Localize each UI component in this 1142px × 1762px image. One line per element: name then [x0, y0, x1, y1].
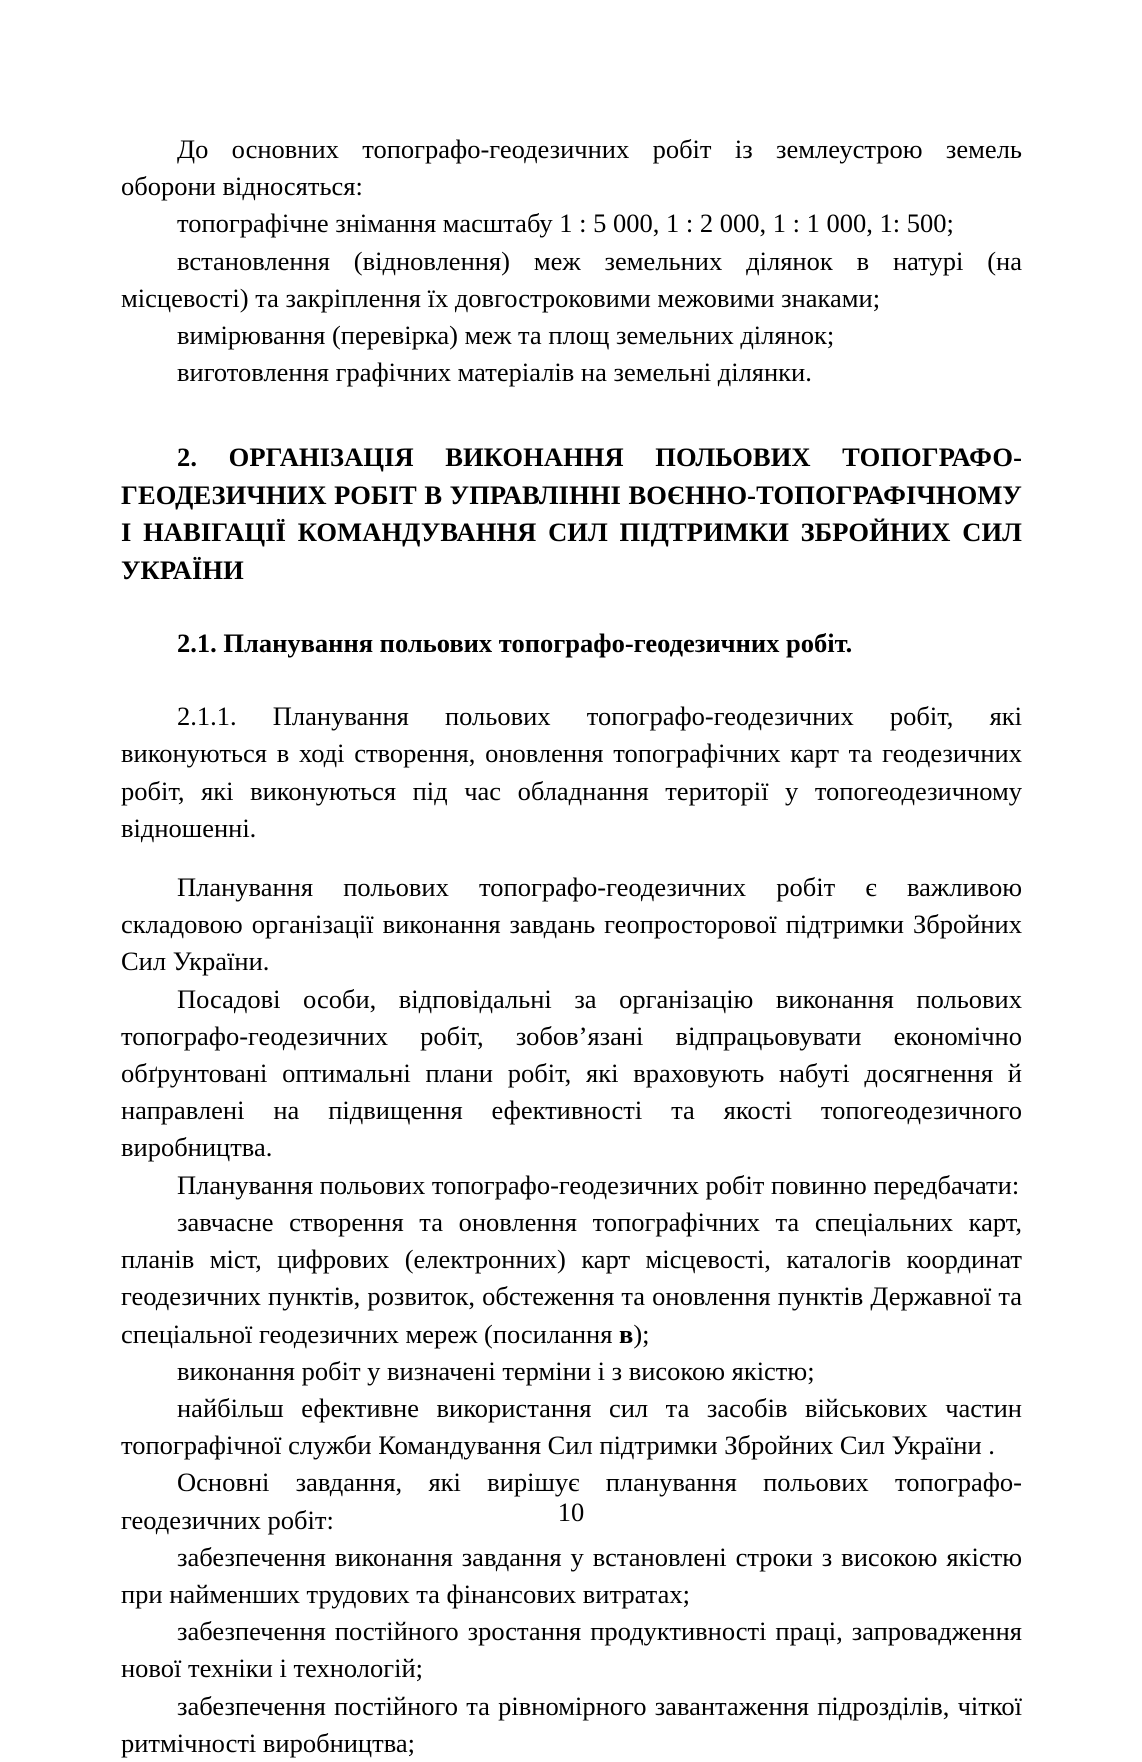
- paragraph-planning-must-provide: Планування польових топографо-геодезичних робіт повинно передбачати:: [177, 1169, 1020, 1200]
- spacer-after-section-heading: [121, 589, 1022, 625]
- task-item-deadlines-cost: забезпечення виконання завдання у встановлені строки з високою якістю при найменших трудових та фінансових витратах;: [121, 1541, 1022, 1609]
- provision-item-advance-creation: [121, 1204, 1022, 1353]
- provision-item-effective-use-of-forces: найбільш ефективне використання сил та засобів військових частин топографічної служби Командування Сил підтримки Збройних Сил України .: [121, 1392, 1022, 1461]
- paragraph-intro-lead: До основних топографо-геодезичних робіт із землеустрою земель оборони відносяться:: [121, 134, 1022, 202]
- section-heading-2: 2. ОРГАНІЗАЦІЯ ВИКОНАННЯ ПОЛЬОВИХ ТОПОГРАФО-ГЕОДЕЗИЧНИХ РОБІТ В УПРАВЛІННІ ВОЄННО-ТОПОГРАФІЧНОМУ І НАВІГАЦІЇ КОМАНДУВАННЯ СИЛ ПІДТРИМКИ ЗБРОЙНИХ СИЛ УКРАЇНИ: [121, 442, 1022, 585]
- list-item-topographic-survey: топографічне знімання масштабу 1 : 5 000, 1 : 2 000, 1 : 1 000, 1: 500;: [177, 208, 954, 239]
- paragraph-planning-importance: Планування польових топографо-геодезичних робіт є важливою складовою організації виконання завдань геопросторової підтримки Збройних Сил України.: [121, 872, 1022, 977]
- task-item-uniform-workload: забезпечення постійного та рівномірного завантаження підрозділів, чіткої ритмічності виробництва;: [121, 1690, 1022, 1758]
- subsection-heading-2-1: 2.1. Планування польових топографо-геодезичних робіт.: [177, 628, 853, 659]
- list-item-boundary-establishment: встановлення (відновлення) меж земельних ділянок в натурі (на місцевості) та закріплення їх довгостроковими межовими знаками;: [121, 245, 1022, 313]
- provision-item-deadlines-quality: виконання робіт у визначені терміни і з високою якістю;: [177, 1355, 815, 1386]
- spacer-before-importance-paragraph: [121, 847, 1022, 869]
- page-number: 10: [557, 1497, 585, 1527]
- spacer-before-section-heading: [121, 391, 1022, 439]
- paragraph-responsible-officials: Посадові особи, відповідальні за організацію виконання польових топографо-геодезичних робіт, зобов’язані відпрацьовувати економічно обґрунтовані оптимальні плани робіт, які враховують набуті досягнення й направлені на підвищення ефективності та якості топогеодезичного виробництва.: [121, 983, 1022, 1163]
- list-item-graphic-materials: виготовлення графічних матеріалів на земельні ділянки.: [177, 357, 812, 388]
- clause-2-1-1: 2.1.1. Планування польових топографо-геодезичних робіт, які виконуються в ході створення, оновлення топографічних карт та геодезичних робіт, які виконуються під час обладнання території у топогеодезичному відношенні.: [121, 701, 1022, 843]
- provision-reference-marker: в: [619, 1318, 634, 1349]
- spacer-after-subsection-heading: [121, 662, 1022, 698]
- tasks-lead-in: Основні завдання, які вирішує планування польових топографо-геодезичних робіт:: [121, 1467, 1022, 1535]
- provision-text-before-reference: завчасне створення та оновлення топографічних та спеціальних карт, планів міст, цифрових (електронних) карт місцевості, каталогів координат геодезичних пунктів, розвиток, обстеження та оновлення пунктів Державної та спеціальної геодезичних мереж (посилання: [121, 1206, 1022, 1349]
- list-item-boundary-measurement: вимірювання (перевірка) меж та площ земельних ділянок;: [177, 320, 835, 351]
- task-item-productivity-growth: забезпечення постійного зростання продуктивності праці, запровадження нової техніки і технологій;: [121, 1616, 1022, 1684]
- provision-text-after-reference: );: [633, 1318, 650, 1349]
